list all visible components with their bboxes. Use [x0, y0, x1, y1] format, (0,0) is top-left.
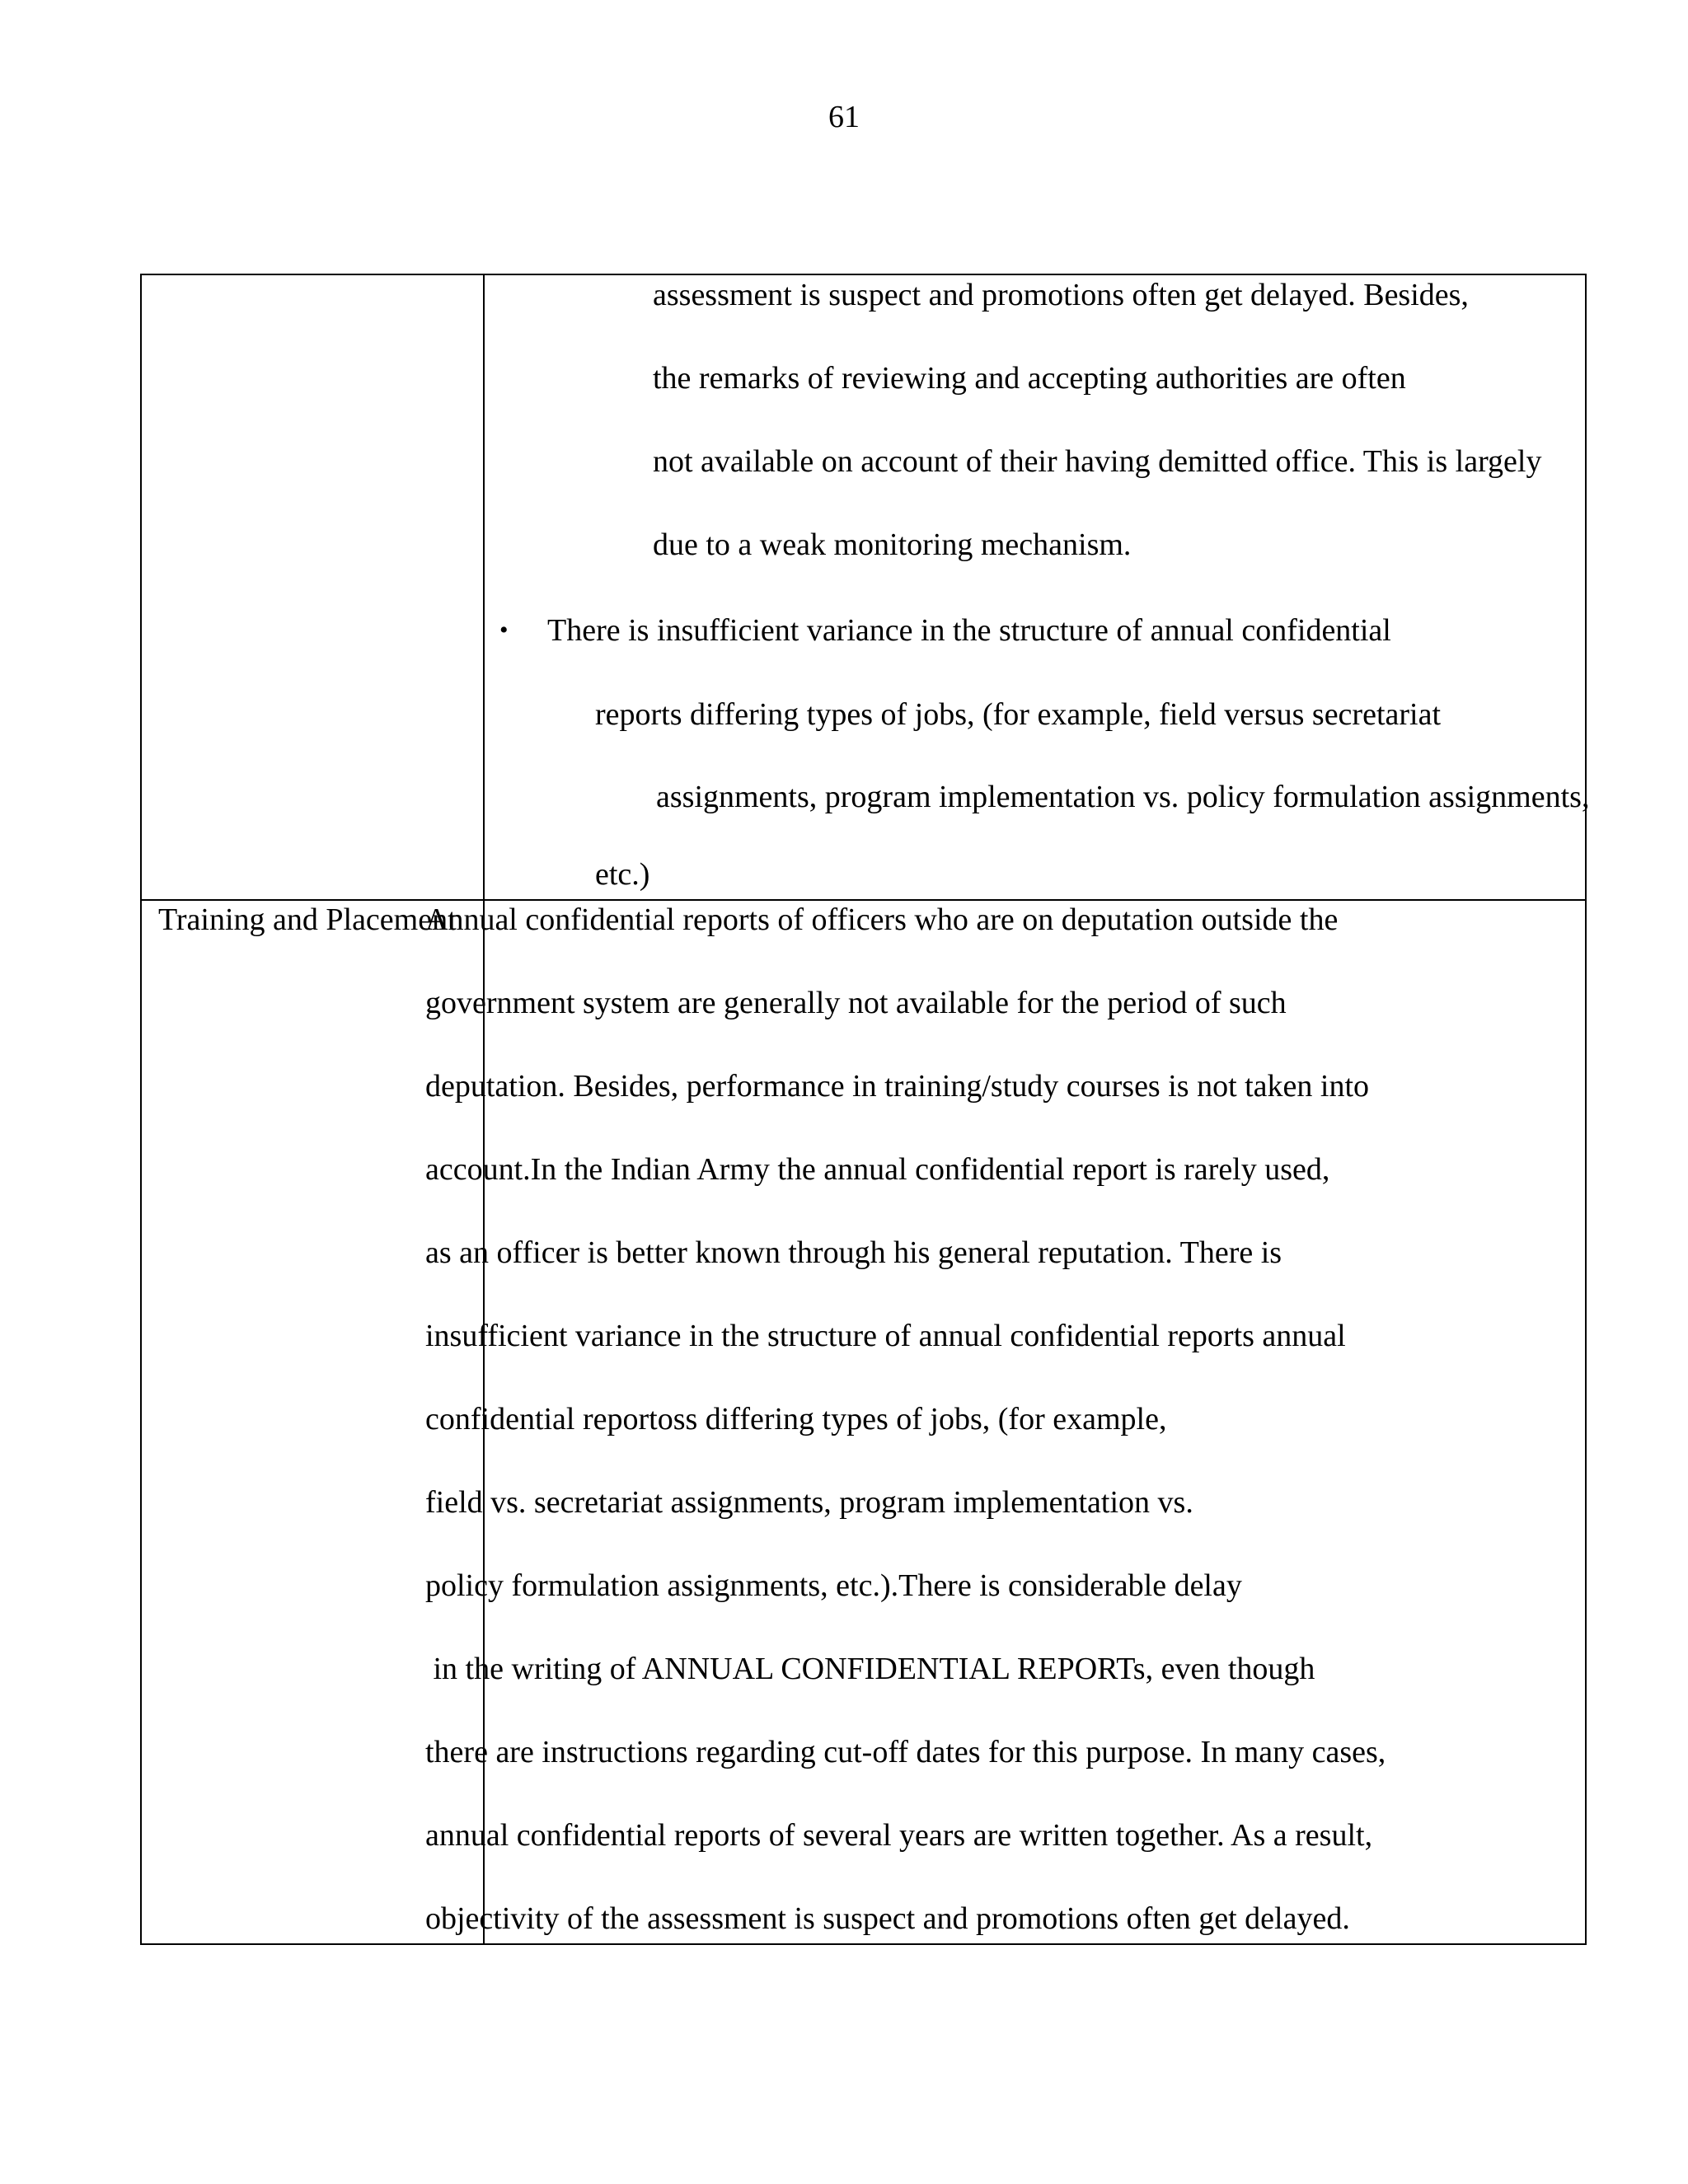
bullet-line: There is insufficient variance in the structure of annual confidential	[547, 613, 1391, 648]
body-line: field vs. secretariat assignments, program implementation vs.	[425, 1485, 1193, 1520]
continuation-line: assessment is suspect and promotions often get delayed. Besides,	[653, 278, 1469, 312]
body-line: confidential reportoss differing types of jobs, (for example,	[425, 1402, 1167, 1436]
bullet-icon: •	[499, 616, 509, 644]
page-number: 61	[828, 100, 860, 134]
table-border-right	[1585, 274, 1587, 1945]
row2-label: Training and Placement	[158, 902, 457, 937]
body-line: policy formulation assignments, etc.).There is considerable delay	[425, 1568, 1242, 1603]
body-line: account.In the Indian Army the annual confidential report is rarely used,	[425, 1152, 1330, 1187]
body-line: there are instructions regarding cut-off dates for this purpose. In many cases,	[425, 1735, 1386, 1769]
body-line: insufficient variance in the structure of annual confidential reports annual	[425, 1319, 1346, 1353]
body-line: government system are generally not available for the period of such	[425, 986, 1287, 1020]
bullet-line: reports differing types of jobs, (for example, field versus secretariat	[595, 697, 1441, 732]
body-line: as an officer is better known through his general reputation. There is	[425, 1235, 1282, 1270]
continuation-line: the remarks of reviewing and accepting authorities are often	[653, 361, 1406, 396]
continuation-line: not available on account of their having demitted office. This is largely	[653, 444, 1542, 479]
body-line: in the writing of ANNUAL CONFIDENTIAL REPORTs, even though	[425, 1652, 1315, 1686]
table-column-divider	[483, 274, 485, 1945]
body-line: annual confidential reports of several years are written together. As a result,	[425, 1818, 1373, 1853]
bullet-line: etc.)	[595, 857, 650, 892]
bullet-line: assignments, program implementation vs. policy formulation assignments,	[656, 780, 1590, 814]
continuation-line: due to a weak monitoring mechanism.	[653, 527, 1132, 562]
body-line: deputation. Besides, performance in training/study courses is not taken into	[425, 1069, 1370, 1104]
table-border-bottom	[140, 1943, 1587, 1945]
body-line: Annual confidential reports of officers who are on deputation outside the	[425, 902, 1339, 937]
body-line: objectivity of the assessment is suspect and promotions often get delayed.	[425, 1901, 1350, 1936]
table-border-left	[140, 274, 142, 1945]
